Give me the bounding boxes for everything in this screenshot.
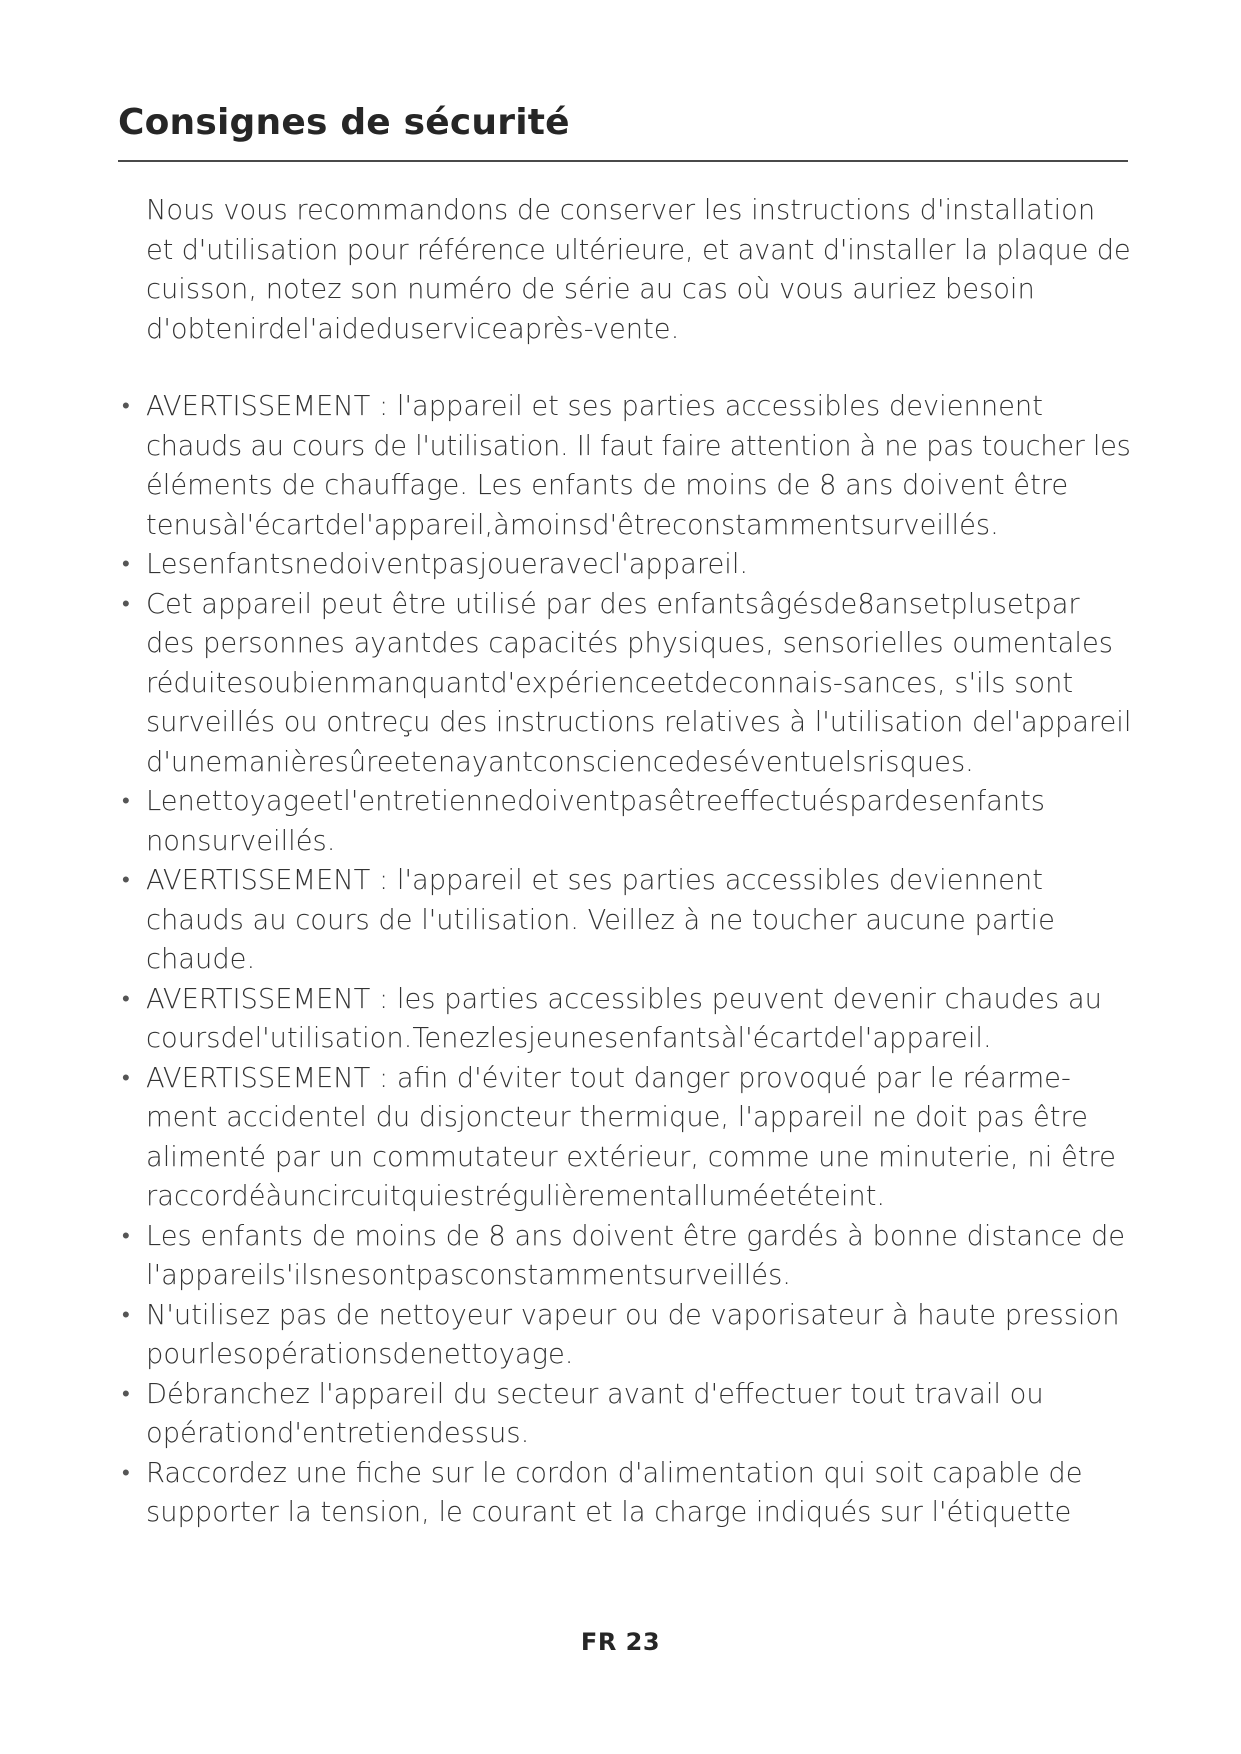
list-item-line: d'unemanièresûreetenayantconsciencedeséventuelsrisques. bbox=[146, 746, 974, 778]
list-item-line: réduitesoubienmanquantd'expérienceetdeconnais-sances, s'ils sont bbox=[146, 667, 1074, 699]
list-item bbox=[122, 1217, 1136, 1296]
list-item-line: AVERTISSEMENT : afin d'éviter tout danger provoqué par le réarme- bbox=[146, 1062, 1071, 1094]
list-item-line: chauds au cours de l'utilisation. Veillez à ne toucher aucune partie bbox=[146, 904, 1055, 936]
bullet-icon: • bbox=[122, 986, 130, 1012]
list-item-line: Lesenfantsnedoiventpasjoueravecl'appareil. bbox=[146, 549, 749, 580]
bullet-icon: • bbox=[122, 868, 130, 893]
list-item-line: éléments de chauffage. Les enfants de moins de 8 ans doivent être bbox=[146, 470, 1069, 501]
page-number: FR 23 bbox=[580, 1628, 661, 1656]
intro-line: d'obtenirdel'aideduserviceaprès-vente. bbox=[146, 313, 680, 345]
list-item-line: AVERTISSEMENT : les parties accessibles peuvent devenir chaudes au bbox=[146, 983, 1102, 1015]
list-item-line: surveillés ou ontreçu des instructions relatives à l'utilisation del'appareil bbox=[146, 707, 1132, 738]
list-item-line: alimenté par un commutateur extérieur, comme une minuterie, ni être bbox=[146, 1141, 1116, 1173]
intro-line: et d'utilisation pour référence ultérieure, et avant d'installer la plaque de bbox=[146, 234, 1131, 266]
list-item-line: ment accidentel du disjoncteur thermique, l'appareil ne doit pas être bbox=[146, 1102, 1088, 1133]
list-item-line: raccordéàuncircuitquiestrégulièrementalluméetéteint. bbox=[146, 1181, 886, 1212]
list-item bbox=[122, 585, 1136, 783]
list-item-line: Les enfants de moins de 8 ans doivent être gardés à bonne distance de bbox=[146, 1220, 1126, 1252]
list-item bbox=[122, 782, 1136, 861]
list-item-line: opérationd'entretiendessus. bbox=[146, 1418, 530, 1449]
list-item-line: l'appareils'ilsnesontpasconstammentsurveillés. bbox=[146, 1260, 791, 1291]
bullet-icon: • bbox=[122, 591, 130, 617]
safety-instructions-list bbox=[122, 387, 1136, 1533]
bullet-icon: • bbox=[122, 789, 130, 814]
list-item bbox=[122, 1375, 1136, 1454]
bullet-icon: • bbox=[122, 1223, 130, 1249]
list-item bbox=[122, 980, 1136, 1059]
list-item-line: chaude. bbox=[146, 944, 256, 975]
bullet-icon: • bbox=[122, 552, 130, 577]
list-item bbox=[122, 1296, 1136, 1375]
list-item-line: nonsurveillés. bbox=[146, 825, 336, 857]
bullet-icon: • bbox=[122, 1065, 130, 1091]
list-item-line: AVERTISSEMENT : l'appareil et ses parties accessibles deviennent bbox=[146, 391, 1043, 422]
bullet-icon: • bbox=[122, 1302, 130, 1328]
list-item bbox=[122, 861, 1136, 980]
list-item-line: pourlesopérationsdenettoyage. bbox=[146, 1339, 574, 1370]
page-title: Consignes de sécurité bbox=[118, 102, 570, 143]
list-item-line: coursdel'utilisation.Tenezlesjeunesenfantsàl'écartdel'appareil. bbox=[146, 1023, 992, 1054]
intro-line: Nous vous recommandons de conserver les instructions d'installation bbox=[146, 195, 1096, 226]
bullet-icon: • bbox=[122, 1381, 130, 1407]
list-item bbox=[122, 545, 1136, 585]
list-item-line: N'utilisez pas de nettoyeur vapeur ou de vaporisateur à haute pression bbox=[146, 1299, 1120, 1331]
list-item-line: AVERTISSEMENT : l'appareil et ses parties accessibles deviennent bbox=[146, 865, 1043, 896]
list-item-line: supporter la tension, le courant et la charge indiqués sur l'étiquette bbox=[146, 1497, 1072, 1528]
list-item-line: des personnes ayantdes capacités physiques, sensorielles oumentales bbox=[146, 628, 1113, 659]
list-item-line: Lenettoyageetl'entretiennedoiventpasêtreeffectuéspardesenfants bbox=[146, 786, 1046, 817]
list-item bbox=[122, 1454, 1136, 1533]
list-item bbox=[122, 387, 1136, 545]
list-item-line: Débranchez l'appareil du secteur avant d'effectuer tout travail ou bbox=[146, 1378, 1044, 1410]
intro-paragraph bbox=[146, 191, 1136, 349]
list-item-line: Cet appareil peut être utilisé par des enfantsâgésde8ansetplusetpar bbox=[146, 588, 1080, 620]
bullet-icon: • bbox=[122, 394, 130, 419]
intro-line: cuisson, notez son numéro de série au cas où vous auriez besoin bbox=[146, 274, 1035, 305]
title-divider bbox=[118, 160, 1128, 162]
list-item bbox=[122, 1059, 1136, 1217]
page-content bbox=[122, 191, 1136, 1533]
bullet-icon: • bbox=[122, 1460, 130, 1486]
list-item-line: tenusàl'écartdel'appareil,àmoinsd'êtreconstammentsurveillés. bbox=[146, 509, 999, 541]
list-item-line: Raccordez une fiche sur le cordon d'alimentation qui soit capable de bbox=[146, 1457, 1083, 1489]
list-item-line: chauds au cours de l'utilisation. Il faut faire attention à ne pas toucher les bbox=[146, 430, 1131, 462]
